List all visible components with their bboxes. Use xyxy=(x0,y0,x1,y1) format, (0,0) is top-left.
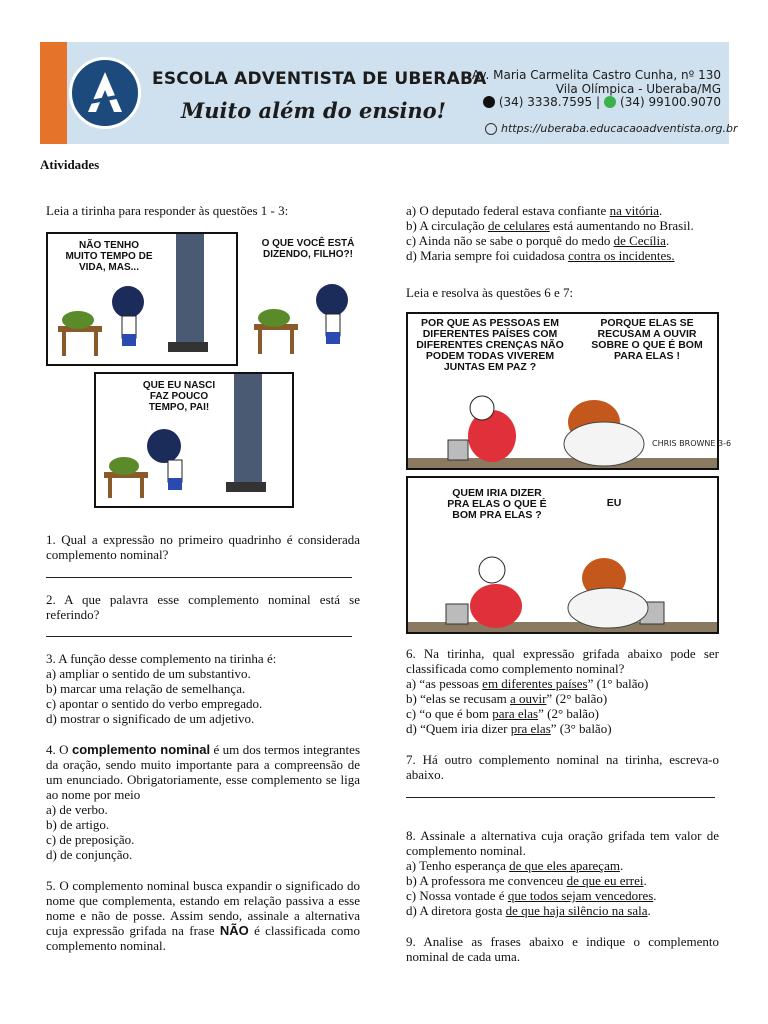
comic2-balloon-1: POR QUE AS PESSOAS EM DIFERENTES PAÍSES COM DIFERENTES CRENÇAS NÃO PODEM TODAS VIVEREM JUNTAS EM PAZ ? xyxy=(416,317,564,373)
answer-line-7[interactable] xyxy=(406,796,715,798)
comic2-panel-2 xyxy=(406,476,719,634)
question-5-option-c[interactable] xyxy=(406,233,719,248)
intro-questions-1-3: Leia a tirinha para responder às questões 1 - 3: xyxy=(46,203,289,218)
website-url[interactable]: https://uberaba.educacaoadventista.org.br xyxy=(501,122,738,135)
comic2-balloon-4: EU xyxy=(606,497,622,509)
address-line-1: Av. Maria Carmelita Castro Cunha, nº 130 xyxy=(471,68,721,82)
question-5-option-b[interactable] xyxy=(406,218,719,233)
q8d-underlined: de que haja silêncio na sala xyxy=(505,903,648,918)
question-8-option-b[interactable] xyxy=(406,873,719,888)
answer-line-1[interactable] xyxy=(46,576,352,578)
school-slogan: Muito além do ensino! xyxy=(181,98,446,123)
q6a-text: a) “as pessoas xyxy=(406,676,483,691)
q5d-underlined: contra os incidentes. xyxy=(568,248,675,263)
question-4-keyword: complemento nominal xyxy=(71,742,211,757)
q5c-end: . xyxy=(665,233,670,248)
school-logo xyxy=(69,57,141,129)
question-6-option-a[interactable] xyxy=(406,676,719,691)
question-3 xyxy=(46,651,360,726)
comic1-panel-3 xyxy=(94,372,294,508)
comic1-panel-1 xyxy=(46,232,238,366)
comic1-balloon-1: NÃO TENHO MUITO TEMPO DE VIDA, MAS... xyxy=(65,240,153,273)
comic2-balloon-3: QUEM IRIA DIZER PRA ELAS O QUE É BOM PRA ELAS ? xyxy=(447,487,547,521)
question-3-option-b[interactable]: b) marcar uma relação de semelhança. xyxy=(46,681,246,696)
comic1-panel-2 xyxy=(244,232,360,366)
school-phones xyxy=(483,95,721,109)
q8c-text: c) Nossa vontade é xyxy=(406,888,508,903)
question-3-option-d[interactable]: d) mostrar o significado de um adjetivo. xyxy=(46,711,255,726)
question-4-option-c[interactable]: c) de preposição. xyxy=(46,832,135,847)
q6c-underlined: para elas xyxy=(492,706,539,721)
q8a-end: . xyxy=(619,858,624,873)
question-8-option-d[interactable] xyxy=(406,903,719,918)
question-5-stem-start: 5. O complemento nominal busca expandir o significado do nome que complementa, estando em relação passiva a esse nome e não de posse. Assim sendo, assinale a alternativa cuja expressão grifada na frase xyxy=(46,878,360,938)
question-6-option-d[interactable] xyxy=(406,721,719,736)
q8c-end: . xyxy=(653,888,657,903)
q6c-end: ” (2° balão) xyxy=(538,706,599,721)
comic-strip-1 xyxy=(46,232,360,508)
q5b-end: está aumentando no Brasil. xyxy=(549,218,694,233)
question-4-option-a[interactable]: a) de verbo. xyxy=(46,802,108,817)
q6b-end: ” (2° balão) xyxy=(546,691,608,706)
answer-line-2[interactable] xyxy=(46,635,352,637)
question-8 xyxy=(406,828,719,918)
school-header xyxy=(40,42,738,144)
phone-icon xyxy=(483,96,495,108)
question-5-keyword: NÃO xyxy=(219,923,249,938)
q5c-text: c) Ainda não se sabe o porquê do medo xyxy=(406,233,614,248)
comic2-panel-1 xyxy=(406,312,732,470)
question-5-stem-block xyxy=(46,878,360,953)
question-5-stem-end: é classificada como complemento nominal. xyxy=(46,923,360,953)
question-3-option-a[interactable]: a) ampliar o sentido de um substantivo. xyxy=(46,666,251,681)
question-9: 9. Analise as frases abaixo e indique o complemento nominal de cada uma. xyxy=(406,934,719,964)
q6d-underlined: pra elas xyxy=(510,721,551,736)
left-column xyxy=(46,203,360,953)
q6d-end: ” (3° balão) xyxy=(550,721,612,736)
question-4-stem-end: é um dos termos integrantes da oração, sendo muito importante para a compreensão de um enunciado. Obrigatoriamente, esse complemento se liga ao nome por meio xyxy=(46,742,361,802)
comic2-signature: CHRIS BROWNE 3-6 xyxy=(652,439,732,448)
q6d-text: d) “Quem iria dizer xyxy=(406,721,511,736)
question-3-option-c[interactable]: c) apontar o sentido do verbo empregado. xyxy=(46,696,263,711)
q6a-end: ” (1° balão) xyxy=(587,676,649,691)
question-5-option-d[interactable] xyxy=(406,248,719,263)
question-4 xyxy=(46,742,360,862)
q8a-text: a) Tenho esperança xyxy=(406,858,510,873)
q5b-text: b) A circulação xyxy=(406,218,488,233)
question-4-stem-start: 4. O xyxy=(46,742,72,757)
question-5-stem xyxy=(46,878,360,953)
question-6-option-c[interactable] xyxy=(406,706,719,721)
school-website xyxy=(485,122,738,135)
phone-1: (34) 3338.7595 | xyxy=(498,95,601,109)
q8b-underlined: de que eu errei xyxy=(566,873,644,888)
question-5-options xyxy=(406,203,719,263)
q5c-underlined: de Cecília xyxy=(613,233,666,248)
comic1-balloon-3: QUE EU NASCI FAZ POUCO TEMPO, PAI! xyxy=(142,380,216,413)
address-line-2: Vila Olímpica - Uberaba/MG xyxy=(555,82,721,96)
intro-questions-6-7: Leia e resolva às questões 6 e 7: xyxy=(406,285,574,300)
comic-strip-2 xyxy=(406,312,732,634)
q8b-text: b) A professora me convenceu xyxy=(406,873,567,888)
comic1-balloon-2: O QUE VOCÊ ESTÁ DIZENDO, FILHO?! xyxy=(261,238,355,260)
school-address xyxy=(472,68,721,96)
q6a-underlined: em diferentes países xyxy=(482,676,588,691)
section-title: Atividades xyxy=(40,157,100,172)
q5d-text: d) Maria sempre foi cuidadosa xyxy=(406,248,569,263)
q8d-end: . xyxy=(647,903,651,918)
q5a-end: . xyxy=(659,203,663,218)
q6c-text: c) “o que é bom xyxy=(406,706,493,721)
school-name: ESCOLA ADVENTISTA DE UBERABA xyxy=(152,69,487,89)
q6b-text: b) “elas se recusam xyxy=(406,691,510,706)
q5b-underlined: de celulares xyxy=(487,218,550,233)
whatsapp-icon xyxy=(604,96,616,108)
question-7: 7. Há outro complemento nominal na tirinha, escreva-o abaixo. xyxy=(406,752,719,782)
question-6-option-b[interactable] xyxy=(406,691,719,706)
question-3-stem: 3. A função desse complemento na tirinha é: xyxy=(46,651,277,666)
question-8-option-a[interactable] xyxy=(406,858,719,873)
q8d-text: d) A diretora gosta xyxy=(406,903,506,918)
phone-2: (34) 99100.9070 xyxy=(620,95,721,109)
question-2: 2. A que palavra esse complemento nominal está se referindo? xyxy=(46,592,360,622)
question-8-option-c[interactable] xyxy=(406,888,719,903)
right-column xyxy=(406,203,732,964)
question-6 xyxy=(406,646,719,736)
q6b-underlined: a ouvir xyxy=(509,691,547,706)
question-4-option-b[interactable]: b) de artigo. xyxy=(46,817,110,832)
globe-icon xyxy=(485,123,497,135)
question-6-stem: 6. Na tirinha, qual expressão grifada abaixo pode ser classificada como complemento nominal? xyxy=(406,646,719,676)
q5a-text: a) O deputado federal estava confiante xyxy=(406,203,610,218)
question-5-option-a[interactable] xyxy=(406,203,719,218)
question-4-option-d[interactable]: d) de conjunção. xyxy=(46,847,133,862)
q8b-end: . xyxy=(643,873,647,888)
comic2-balloon-2: PORQUE ELAS SE RECUSAM A OUVIR SOBRE O QUE É BOM PARA ELAS ! xyxy=(591,317,703,362)
orange-stripe xyxy=(40,42,67,144)
q8c-underlined: que todos sejam vencedores xyxy=(507,888,654,903)
question-4-stem xyxy=(46,742,360,802)
question-1: 1. Qual a expressão no primeiro quadrinho é considerada complemento nominal? xyxy=(46,532,360,562)
q8a-underlined: de que eles apareçam xyxy=(509,858,620,873)
question-8-stem: 8. Assinale a alternativa cuja oração grifada tem valor de complemento nominal. xyxy=(406,828,719,858)
q5a-underlined: na vitória xyxy=(609,203,660,218)
